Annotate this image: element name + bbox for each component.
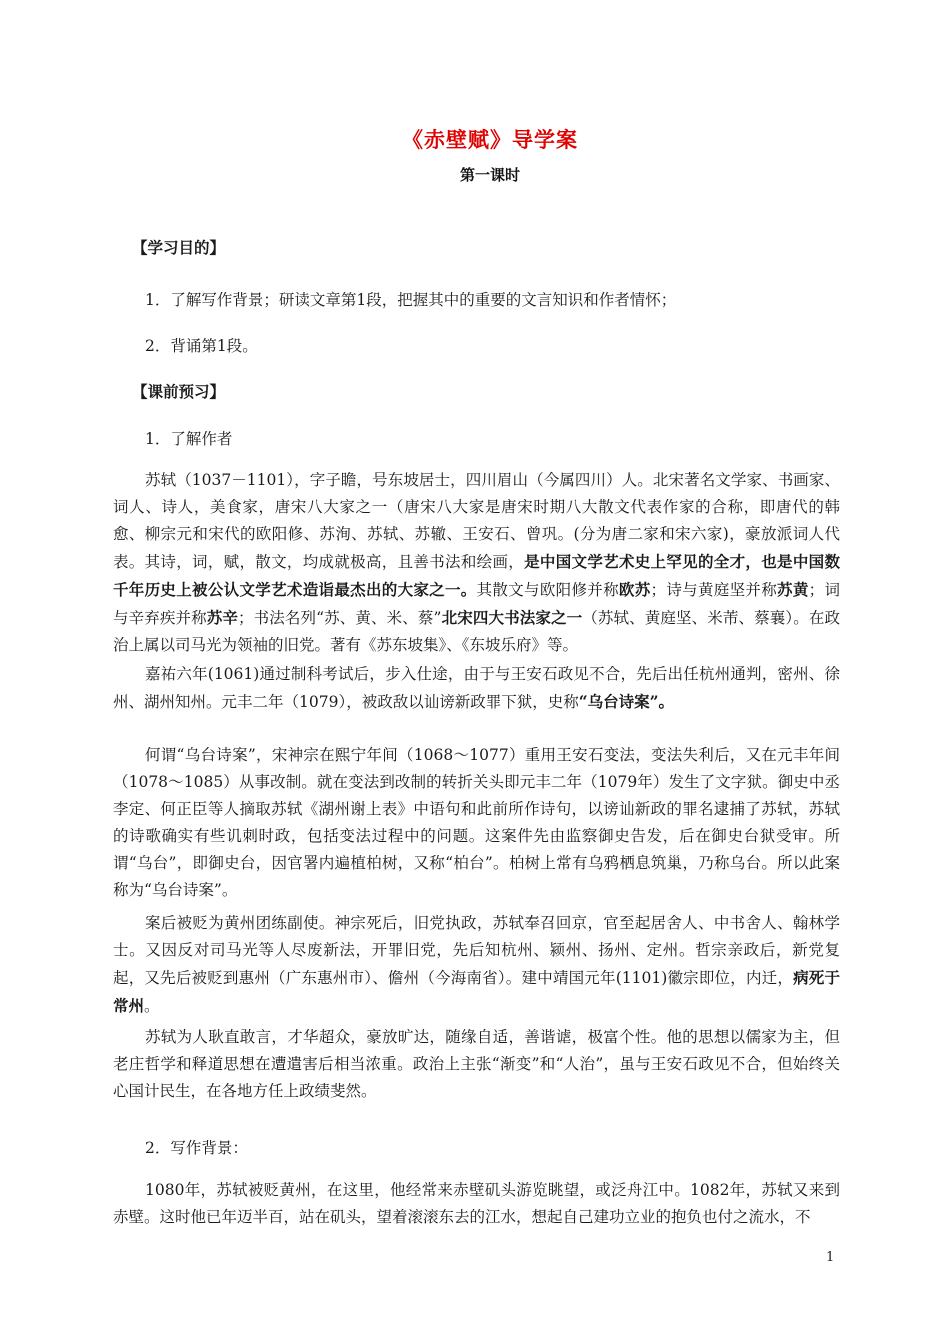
text-run: ；词与辛弃疾并称 <box>113 581 840 627</box>
bold-text-run: 欧苏 <box>618 580 651 599</box>
preview-item-2-heading: 2．写作背景： <box>145 1139 248 1157</box>
bold-text-run: 是中国文学艺术史上罕见的全才，也是中国数千年历史上被公认文学艺术造诣最杰出的大家之一。 <box>113 552 840 599</box>
text-run: 其散文与欧阳修并称 <box>476 581 619 599</box>
bold-text-run: 苏辛 <box>206 608 238 627</box>
goal-item-1: 1．了解写作背景；研读文章第1段，把握其中的重要的文言知识和作者情怀； <box>145 291 677 309</box>
text-run: 。 <box>144 997 160 1015</box>
bold-text-run: “乌台诗案”。 <box>578 692 675 711</box>
text-run: 苏轼（1037－1101），字子瞻，号东坡居士，四川眉山（今属四川）人。北宋著名文学家、书画家、词人、诗人，美食家，唐宋八大家之一（唐宋八大家是唐宋时期八大散文代表作家的合称，即唐代的韩愈、柳宗元和宋代的欧阳修、苏洵、苏轼、苏辙、王安石、曾巩。(分为唐二家和宋六家)，豪放派词人代表。其诗，词，赋，散文，均成就极高，且善书法和绘画， <box>113 471 840 571</box>
page-number: 1 <box>826 1250 835 1265</box>
career-paragraph <box>113 661 840 716</box>
wutai-case-paragraph: 何谓“乌台诗案”，宋神宗在熙宁年间（1068～1077）重用王安石变法，变法失利后，又在元丰年间（1078～1085）从事改制。就在变法到改制的转折关头即元丰二年（1079年）发生了文字狱。御史中丞李定、何正臣等人摘取苏轼《湖州谢上表》中语句和此前所作诗句，以谤讪新政的罪名逮捕了苏轼，苏轼的诗歌确实有些讥刺时政，包括变法过程中的问题。这案件先由监察御史告发，后在御史台狱受审。所谓“乌台”，即御史台，因官署内遍植柏树，又称“柏台”。柏树上常有乌鸦栖息筑巢，乃称乌台。所以此案称为“乌台诗案”。 <box>113 746 840 899</box>
personality-paragraph: 苏轼为人耿直敢言，才华超众，豪放旷达，随缘自适，善谐谑，极富个性。他的思想以儒家为主，但老庄哲学和释道思想在遭遣害后相当浓重。政治上主张“渐变”和“人治”，虽与王安石政见不合，但始终关心国计民生，在各地方任上政绩斐然。 <box>113 1028 840 1100</box>
document-subtitle: 第一课时 <box>459 166 520 184</box>
background-paragraph: 1080年，苏轼被贬黄州，在这里，他经常来赤壁矶头游览眺望，或泛舟江中。1082年，苏轼又来到赤壁。这时他已年迈半百，站在矶头，望着滚滚东去的江水，想起自己建功立业的抱负也付之流水，不 <box>113 1181 840 1226</box>
goal-item-2: 2．背诵第1段。 <box>145 337 258 355</box>
section-goals-heading: 【学习目的】 <box>132 238 226 257</box>
bold-text-run: 病死于常州 <box>113 968 840 1015</box>
text-run: （苏轼、黄庭坚、米芾、蔡襄）。在政治上属以司马光为领袖的旧党。著有《苏东坡集》、《东坡乐府》等。 <box>113 609 840 654</box>
text-run: 嘉祐六年(1061)通过制科考试后，步入仕途，由于与王安石政见不合，先后出任杭州通判，密州、徐州、湖州知州。元丰二年（1079），被政敌以讪谤新政罪下狱，史称 <box>113 665 840 711</box>
section-preview-heading: 【课前预习】 <box>132 382 226 401</box>
preview-item-1-heading: 1．了解作者 <box>145 430 233 448</box>
text-run: ；诗与黄庭坚并称 <box>650 581 778 599</box>
text-run: ；书法名列“苏、黄、米、蔡” <box>238 609 442 627</box>
later-career-paragraph <box>113 910 840 1020</box>
author-bio-paragraph <box>113 467 840 659</box>
bold-text-run: 苏黄 <box>777 580 809 599</box>
document-title: 《赤壁赋》导学案 <box>402 127 578 152</box>
text-run: 案后被贬为黄州团练副使。神宗死后，旧党执政，苏轼奉召回京，官至起居舍人、中书舍人、翰林学士。又因反对司马光等人尽废新法，开罪旧党，先后知杭州、颍州、扬州、定州。哲宗亲政后，新党复起，又先后被贬到惠州（广东惠州市）、儋州（今海南省）。建中靖国元年(1101)徽宗即位，内迁， <box>113 914 840 987</box>
bold-text-run: 北宋四大书法家之一 <box>441 608 583 627</box>
